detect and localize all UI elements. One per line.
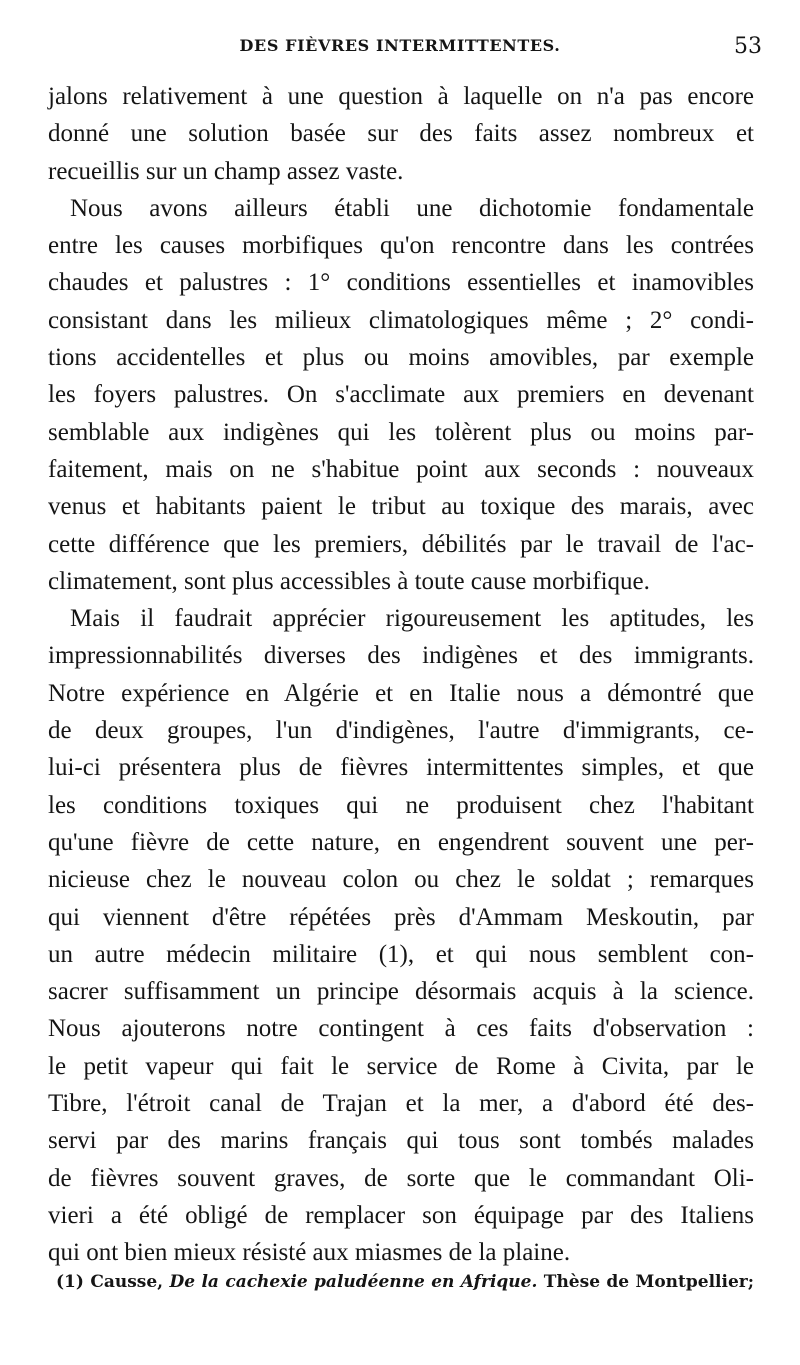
footnote [56, 1267, 754, 1327]
text-line: venus et habitants paient le tribut au toxique des marais, avec [48, 493, 754, 521]
text-line: qui ont bien mieux résisté aux miasmes de la plaine. [48, 1239, 571, 1267]
text-line: faitement, mais on ne s'habitue point aux seconds : nouveaux [48, 455, 754, 483]
paragraph-first-line: Mais il faudrait apprécier rigoureusement les aptitudes, les [70, 605, 754, 633]
text-line: de deux groupes, l'un d'indigènes, l'autre d'immigrants, ce- [48, 717, 754, 745]
text-line: climatement, sont plus accessibles à toute cause morbifique. [48, 567, 650, 595]
footnote-line [56, 1267, 754, 1297]
footnote-marker: (1) Causse, [56, 1272, 164, 1292]
text-line: sacrer suffisamment un principe désormais acquis à la science. [48, 978, 754, 1006]
text-line: Tibre, l'étroit canal de Trajan et la mer, a d'abord été des- [48, 1090, 754, 1118]
text-line: donné une solution basée sur des faits assez nombreux et [48, 120, 754, 148]
text-line: nicieuse chez le nouveau colon ou chez le soldat ; remarques [48, 866, 754, 894]
text-line: consistant dans les milieux climatologiques même ; 2° condi- [48, 306, 754, 334]
text-line: semblable aux indigènes qui les tolèrent plus ou moins par- [48, 418, 754, 446]
text-line: jalons relativement à une question à laquelle on n'a pas encore [48, 83, 754, 110]
footnote-title: De la cachexie paludéenne en Afrique. [169, 1272, 538, 1292]
text-line: cette différence que les premiers, débilités par le travail de l'ac- [48, 530, 754, 558]
paragraph-first-line: Nous avons ailleurs établi une dichotomie fondamentale [70, 194, 754, 222]
text-line: recueillis sur un champ assez vaste. [48, 157, 404, 185]
body-text [48, 78, 754, 1272]
text-line: un autre médecin militaire (1), et qui nous semblent con- [48, 940, 754, 968]
text-line: les foyers palustres. On s'acclimate aux premiers en devenant [48, 381, 754, 409]
running-head [0, 36, 800, 60]
text-line: servi par des marins français qui tous sont tombés malades [48, 1127, 754, 1155]
text-line: entre les causes morbifiques qu'on rencontre dans les contrées [48, 232, 754, 260]
text-line: chaudes et palustres : 1° conditions essentielles et inamovibles [48, 269, 754, 297]
text-line: le petit vapeur qui fait le service de Rome à Civita, par le [48, 1052, 754, 1080]
text-line: Notre expérience en Algérie et en Italie nous a démontré que [48, 679, 754, 707]
text-line: lui-ci présentera plus de fièvres intermittentes simples, et que [48, 754, 754, 782]
text-line: Nous ajouterons notre contingent à ces faits d'observation : [48, 1015, 754, 1043]
footnote-line [50, 1297, 754, 1327]
text-line: de fièvres souvent graves, de sorte que le commandant Oli- [48, 1164, 754, 1192]
footnote-source: Thèse de Montpellier; [543, 1272, 755, 1292]
text-line: qu'une fièvre de cette nature, en engendrent souvent une per- [48, 828, 754, 856]
text-line: qui viennent d'être répétées près d'Ammam Meskoutin, par [48, 903, 754, 931]
text-line: impressionnabilités diverses des indigènes et des immigrants. [48, 642, 754, 670]
text-line: tions accidentelles et plus ou moins amovibles, par exemple [48, 344, 754, 372]
text-line: vieri a été obligé de remplacer son équipage par des Italiens [48, 1201, 754, 1229]
page-number: 53 [734, 34, 762, 59]
text-line: les conditions toxiques qui ne produisent chez l'habitant [48, 791, 754, 819]
running-title: DES FIÈVRES INTERMITTENTES. [239, 36, 561, 55]
